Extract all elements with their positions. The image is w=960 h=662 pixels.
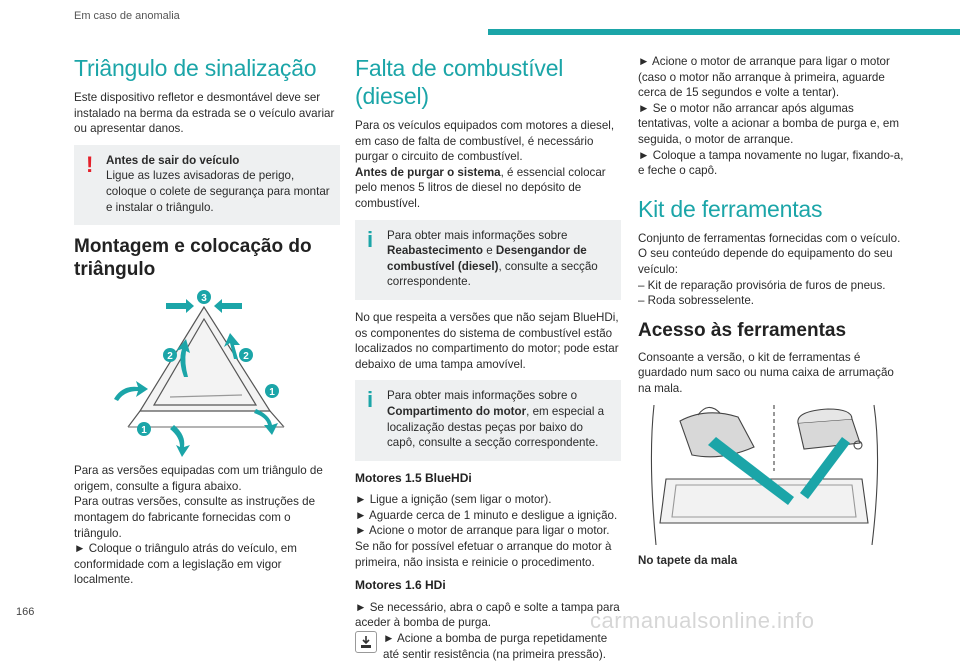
info1-link-misfuel: Desengandor de combustível (diesel) bbox=[387, 244, 587, 273]
warning-box bbox=[74, 145, 340, 225]
start-step: ► Acione o motor de arranque para ligar o motor (caso o motor não arranque à primeira, aguarde cerca de 15 segundos e volte a tentar). bbox=[638, 55, 890, 100]
toolkit-text-1: Conjunto de ferramentas fornecidas com o veículo. bbox=[638, 231, 901, 245]
step-1-label-right: 1 bbox=[269, 387, 275, 399]
fuel-body: No que respeita a versões que não sejam BlueHDi, os componentes do sistema de combustível estão localizados no compartimento do motor; pode estar debaixo de uma tampa amovível. bbox=[355, 310, 619, 371]
triangle-assembly-figure bbox=[74, 289, 334, 457]
triangle-body-1: Para as versões equipadas com um triângulo de origem, consulte a figura abaixo. bbox=[74, 464, 323, 493]
triangle-body-2: Para outras versões, consulte as instruções de montagem do fabricante fornecidas com o triângulo. bbox=[74, 495, 316, 540]
step-2-label-right: 2 bbox=[243, 351, 249, 363]
toolkit-item-1: – Kit de reparação provisória de furos de pneus. bbox=[638, 278, 886, 292]
retry-step: ► Se o motor não arrancar após algumas tentativas, volte a acionar a bomba de purga e, em seguida, o motor de arranque. bbox=[638, 101, 900, 146]
bluehdi-step-2: ► Aguarde cerca de 1 minuto e desligue a ignição. bbox=[355, 508, 618, 522]
purge-note bbox=[355, 165, 621, 212]
info2-text-a: Para obter mais informações sobre o bbox=[387, 389, 578, 403]
priming-pump-icon bbox=[355, 631, 377, 653]
watermark: carmanualsonline.info bbox=[590, 608, 815, 633]
info1-text-c: e bbox=[483, 244, 496, 258]
trunk-figure bbox=[646, 401, 882, 545]
fuel-intro: Para os veículos equipados com motores a diesel, em caso de falta de combustível, é necessário purgar o circuito de combustível. bbox=[355, 119, 615, 164]
toolkit-item-2: – Roda sobresselente. bbox=[638, 294, 755, 308]
column-3 bbox=[638, 54, 908, 568]
hdi-heading: Motores 1.6 HDi bbox=[355, 578, 446, 593]
info-icon: i bbox=[367, 387, 374, 413]
step-1-label-left: 1 bbox=[141, 425, 147, 437]
purge-bold: Antes de purgar o sistema bbox=[355, 165, 501, 179]
trunk-caption: No tapete da mala bbox=[638, 553, 738, 567]
warning-icon: ! bbox=[86, 151, 94, 177]
bluehdi-step-1: ► Ligue a ignição (sem ligar o motor). bbox=[355, 493, 552, 507]
section-header: Em caso de anomalia bbox=[74, 10, 180, 22]
purge-rest: , é essencial colocar pelo menos 5 litros de diesel no depósito de combustível. bbox=[355, 165, 606, 210]
warning-text: Ligue as luzes avisadoras de perigo, coloque o colete de segurança para montar e instalar o triângulo. bbox=[106, 169, 330, 214]
bluehdi-heading: Motores 1.5 BlueHDi bbox=[355, 470, 472, 485]
info2-text-c: , em especial a localização destas peças por baixo do capô, consulte a secção correspondente. bbox=[387, 404, 605, 450]
hdi-step-2-row bbox=[355, 631, 621, 662]
info1-text-a: Para obter mais informações sobre bbox=[387, 228, 568, 242]
access-heading: Acesso às ferramentas bbox=[638, 319, 847, 341]
hdi-step-1: ► Se necessário, abra o capô e solte a tampa para aceder à bomba de purga. bbox=[355, 600, 620, 630]
warning-title: Antes de sair do veículo bbox=[106, 153, 240, 167]
info2-link-engine: Compartimento do motor bbox=[387, 404, 527, 418]
bluehdi-step-3: ► Acione o motor de arranque para ligar o motor. bbox=[355, 524, 610, 538]
info1-text-e: , consulte a secção correspondente. bbox=[387, 259, 598, 289]
assembly-heading: Montagem e colocação do triângulo bbox=[74, 236, 312, 281]
header-accent-bar bbox=[488, 29, 960, 35]
hdi-step-2: ► Acione a bomba de purga repetidamente até sentir resistência (na primeira pressão). bbox=[383, 632, 608, 661]
fuel-title: Falta de combustível (diesel) bbox=[355, 55, 564, 109]
bluehdi-note: Se não for possível efetuar o arranque do motor à primeira, não insista e reinicie o procedimento. bbox=[355, 540, 612, 569]
info1-link-refuel: Reabastecimento bbox=[387, 244, 484, 258]
triangle-title: Triângulo de sinalização bbox=[74, 55, 317, 81]
column-2 bbox=[355, 54, 621, 662]
step-2-label-left: 2 bbox=[167, 351, 173, 363]
triangle-intro: Este dispositivo refletor e desmontável deve ser instalado na berma da estrada se o veículo avariar ou apresentar danos. bbox=[74, 91, 335, 136]
toolkit-title: Kit de ferramentas bbox=[638, 195, 823, 222]
column-1 bbox=[74, 54, 340, 596]
triangle-body-3: ► Coloque o triângulo atrás do veículo, em conformidade com a legislação em vigor localmente. bbox=[74, 542, 297, 587]
close-step: ► Coloque a tampa novamente no lugar, fixando-a, e feche o capô. bbox=[638, 148, 904, 178]
info-box-refuel bbox=[355, 220, 621, 300]
info-icon: i bbox=[367, 226, 374, 252]
page-number: 166 bbox=[16, 606, 35, 618]
access-text: Consoante a versão, o kit de ferramentas é guardado num saco ou numa caixa de arrumação na mala. bbox=[638, 350, 894, 395]
step-3-label: 3 bbox=[201, 293, 207, 305]
toolkit-text-2: O seu conteúdo depende do equipamento do seu veículo: bbox=[638, 247, 893, 276]
info-box-engine bbox=[355, 380, 621, 460]
